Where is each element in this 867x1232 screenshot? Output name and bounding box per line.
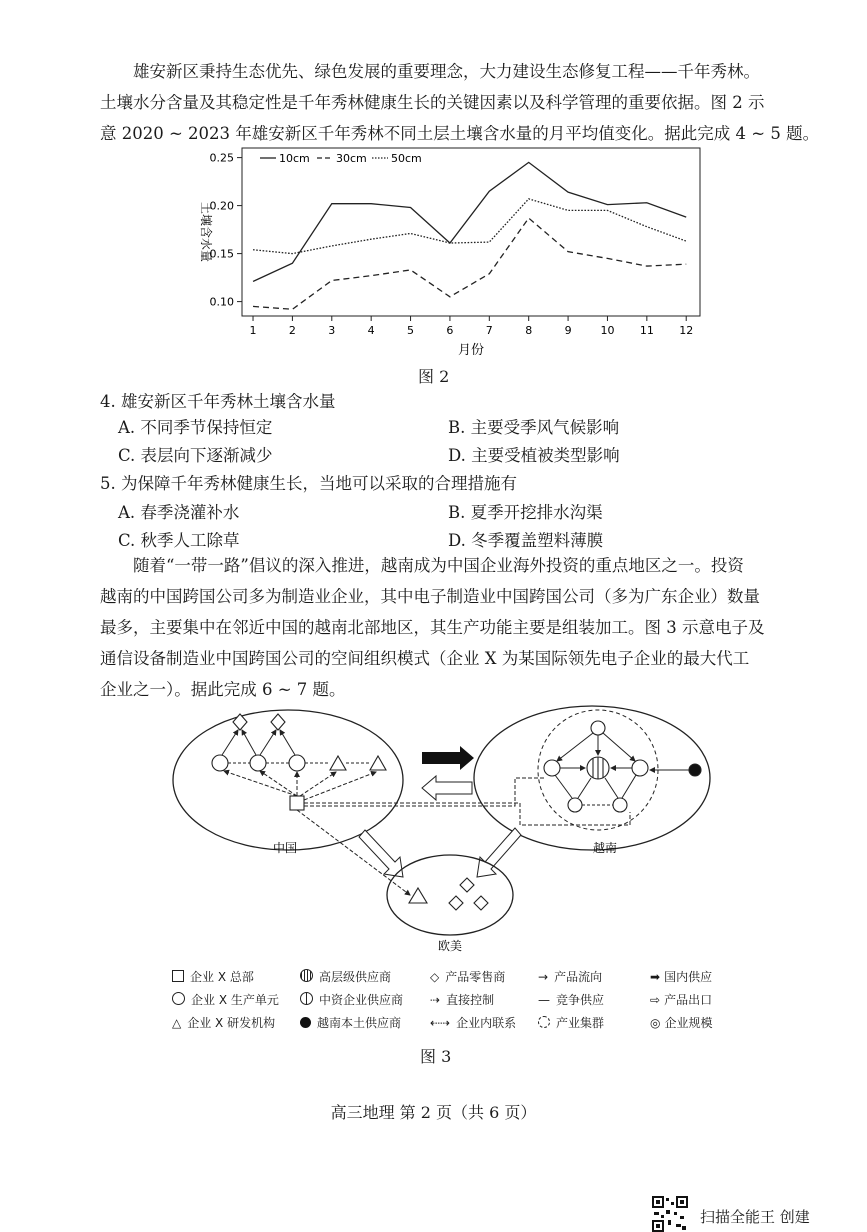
- vietnam-links: [304, 733, 689, 825]
- vietnam-nodes: [544, 721, 701, 812]
- x-tick-label: 9: [564, 324, 572, 337]
- vn-production-top: [591, 721, 605, 735]
- scanner-watermark: 扫描全能王 创建: [700, 1208, 810, 1226]
- vn-chinese-supplier-right: [632, 760, 648, 776]
- vn-production-br: [613, 798, 627, 812]
- europe-america-label: 欧美: [437, 939, 463, 953]
- euam-retailer-2: [449, 896, 463, 910]
- question-5-option-a: A. 春季浇灌补水: [118, 503, 240, 522]
- legend-production-unit: 企业 X 生产单元: [172, 991, 300, 1008]
- production-unit-1: [212, 755, 228, 771]
- diamond-icon: ◇: [430, 970, 440, 984]
- intro1-line-1: 雄安新区秉持生态优先、绿色发展的重要理念，大力建设生态修复工程——千年秀林。: [133, 62, 760, 81]
- arrow-icon: →: [538, 970, 549, 984]
- legend-chinese-supplier: 中资企业供应商: [300, 991, 430, 1008]
- china-nodes: [212, 714, 386, 810]
- double-arrow-icon: ⇠⇢: [430, 1016, 451, 1030]
- circle-line-icon: [300, 992, 313, 1005]
- x-axis-ticks: [250, 316, 694, 337]
- x-tick-label: 3: [328, 324, 336, 337]
- intro2-line-5: 企业之一）。据此完成 6 ~ 7 题。: [100, 680, 346, 699]
- intro2-line-1: 随着“一带一路”倡议的深入推进，越南成为中国企业海外投资的重点地区之一。投资: [133, 556, 744, 575]
- question-5-option-b: B. 夏季开挖排水沟渠: [448, 503, 603, 522]
- figure-3-caption: 图 3: [420, 1047, 452, 1066]
- legend-cluster: 产业集群: [538, 1014, 650, 1031]
- triangle-icon: △: [172, 1016, 182, 1030]
- hq-control-to-euam: [297, 810, 410, 895]
- question-5-option-d: D. 冬季覆盖塑料薄膜: [448, 531, 604, 550]
- circle-icon: [172, 992, 185, 1005]
- legend-domestic-supply: ➡ 国内供应: [650, 970, 713, 984]
- legend-product-flow: → 产品流向: [538, 970, 603, 984]
- hq-square: [290, 796, 304, 810]
- chart-series-lines: [253, 162, 686, 309]
- euam-rnd-triangle: [409, 888, 427, 903]
- figure-2-caption: 图 2: [418, 367, 450, 386]
- x-axis-label: 月份: [457, 343, 485, 358]
- intro2-line-3: 最多，主要集中在邻近中国的越南北部地区，其生产功能主要是组装加工。图 3 示意电子及: [100, 618, 765, 637]
- euam-retailer-1: [460, 878, 474, 892]
- chart-legend: [260, 152, 422, 165]
- series-line-10cm: [253, 162, 686, 281]
- legend-intra-link: ⇠⇢ 企业内联系: [430, 1016, 517, 1030]
- soil-moisture-chart: [180, 140, 710, 365]
- vietnam-label: 越南: [592, 841, 618, 855]
- y-tick-label: 0.25: [209, 151, 234, 165]
- question-5-option-c: C. 秋季人工除草: [118, 531, 240, 550]
- x-tick-label: 10: [600, 324, 615, 337]
- product-flow-back-arrow: [422, 776, 472, 800]
- question-4-option-d: D. 主要受植被类型影响: [448, 446, 620, 465]
- x-tick-label: 7: [485, 324, 493, 337]
- x-tick-label: 1: [249, 324, 257, 337]
- legend-rnd: △ 企业 X 研发机构: [172, 1016, 276, 1030]
- retailer-diamond-2: [271, 714, 285, 730]
- question-5-stem: 5. 为保障千年秀林健康生长，当地可以采取的合理措施有: [100, 474, 517, 493]
- legend-export: ⇨ 产品出口: [650, 993, 713, 1007]
- europe-america-nodes: [409, 878, 488, 910]
- page-footer: 高三地理 第 2 页（共 6 页）: [330, 1103, 537, 1122]
- fig3-legend: [172, 968, 732, 1031]
- question-4-option-c: C. 表层向下逐渐减少: [118, 446, 273, 465]
- hollow-arrow-icon: ⇨: [650, 993, 661, 1007]
- china-label: 中国: [272, 841, 298, 855]
- line-icon: —: [538, 993, 550, 1007]
- intro-paragraph-2: [100, 550, 800, 705]
- x-tick-label: 4: [367, 324, 375, 337]
- dashed-circle-icon: [538, 1016, 550, 1028]
- series-line-50cm: [253, 199, 686, 254]
- china-region: [173, 710, 403, 850]
- production-unit-3: [289, 755, 305, 771]
- bold-arrow-icon: ➡: [650, 970, 661, 984]
- production-unit-2: [250, 755, 266, 771]
- x-tick-label: 6: [446, 324, 454, 337]
- y-tick-label: 0.10: [209, 295, 234, 309]
- intro1-line-2: 土壤水分含量及其稳定性是千年秀林健康生长的关键因素以及科学管理的重要依据。图 2 示: [100, 93, 765, 112]
- legend-scale: ◎ 企业规模: [650, 1016, 713, 1030]
- concentric-circle-icon: ◎: [650, 1016, 661, 1030]
- intro2-line-2: 越南的中国跨国公司多为制造业企业，其中电子制造业中国跨国公司（多为广东企业）数量: [100, 587, 760, 606]
- legend-label-30cm: 30cm: [336, 152, 367, 165]
- domestic-supply-arrow: [422, 746, 474, 770]
- square-icon: [172, 970, 184, 982]
- y-axis-ticks: [210, 152, 243, 309]
- x-tick-label: 5: [407, 324, 415, 337]
- intro2-line-4: 通信设备制造业中国跨国公司的空间组织模式（企业 X 为某国际领先电子企业的最大代工: [100, 649, 750, 668]
- question-4-stem: 4. 雄安新区千年秀林土壤含水量: [100, 392, 336, 411]
- series-line-30cm: [253, 218, 686, 309]
- spatial-organization-diagram: [160, 700, 720, 965]
- europe-america-region: [387, 855, 513, 935]
- retailer-diamond-1: [233, 714, 247, 730]
- dashed-arrow-icon: ⇢: [430, 993, 441, 1007]
- legend-hq: 企业 X 总部: [172, 968, 300, 985]
- striped-circle-icon: [300, 969, 313, 982]
- x-tick-label: 2: [288, 324, 296, 337]
- chart-plot-frame: [242, 148, 700, 316]
- vietnam-local-supplier: [689, 764, 701, 776]
- legend-high-tier: 高层级供应商: [300, 968, 430, 985]
- filled-circle-icon: [300, 1017, 311, 1028]
- question-4-option-a: A. 不同季节保持恒定: [118, 418, 273, 437]
- legend-direct-control: ⇢ 直接控制: [430, 993, 495, 1007]
- y-tick-label: 0.15: [209, 247, 234, 261]
- x-tick-label: 11: [639, 324, 654, 337]
- euam-retailer-3: [474, 896, 488, 910]
- y-axis-label: 土壤含水量: [199, 201, 213, 263]
- question-4-option-b: B. 主要受季风气候影响: [448, 418, 620, 437]
- rnd-triangle-1: [330, 756, 346, 770]
- export-arrow-china: [359, 830, 403, 877]
- legend-label-50cm: 50cm: [391, 152, 422, 165]
- rnd-triangle-2: [370, 756, 386, 770]
- x-tick-label: 12: [679, 324, 694, 337]
- legend-label-10cm: 10cm: [279, 152, 310, 165]
- legend-competitive-supply: — 竞争供应: [538, 993, 605, 1007]
- legend-retailer: ◇ 产品零售商: [430, 970, 506, 984]
- intro-paragraph-1: [100, 56, 820, 149]
- vn-chinese-supplier-left: [544, 760, 560, 776]
- legend-local-supplier: 越南本土供应商: [300, 1014, 430, 1031]
- y-tick-label: 0.20: [209, 199, 234, 213]
- intro1-line-3: 意 2020 ~ 2023 年雄安新区千年秀林不同土层土壤含水量的月平均值变化。据此完成 4 ~ 5 题。: [100, 124, 820, 143]
- vn-production-bl: [568, 798, 582, 812]
- x-tick-label: 8: [525, 324, 533, 337]
